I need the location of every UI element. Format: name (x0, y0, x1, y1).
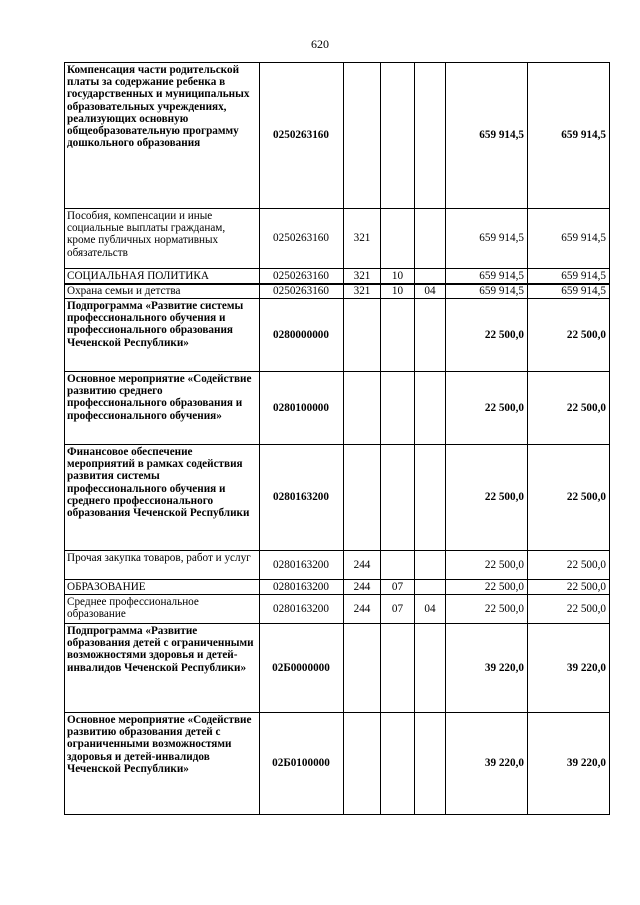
row-target-code-cell: 0280163200 (260, 445, 344, 551)
row-target-code-cell: 0280000000 (260, 299, 344, 372)
row-target-code-cell: 0250263160 (260, 269, 344, 284)
page-number: 620 (311, 37, 329, 51)
table-row (65, 624, 610, 713)
row-target-code-cell: 02Б0000000 (260, 624, 344, 713)
table-row (65, 595, 610, 624)
row-subsection-cell: 04 (415, 595, 446, 624)
row-amount-1-cell: 659 914,5 (446, 284, 528, 299)
table-row (65, 551, 610, 580)
row-section-cell (381, 209, 415, 269)
row-section-cell: 10 (381, 269, 415, 284)
row-amount-1-cell: 659 914,5 (446, 209, 528, 269)
row-section-cell: 07 (381, 595, 415, 624)
row-amount-1-cell: 39 220,0 (446, 624, 528, 713)
row-section-cell (381, 551, 415, 580)
row-expense-type-cell: 321 (344, 284, 381, 299)
row-expense-type-cell (344, 63, 381, 209)
row-expense-type-cell (344, 299, 381, 372)
row-subsection-cell (415, 372, 446, 445)
row-name-cell: Компенсация части родительской платы за содержание ребенка в государственных и муниципальных образовательных учреждениях, реализующих основную общеобразовательную программу дошкольного образования (65, 63, 260, 209)
table-row (65, 299, 610, 372)
row-amount-2-cell: 22 500,0 (528, 372, 610, 445)
row-name-cell: Пособия, компенсации и иные социальные выплаты гражданам, кроме публичных нормативных обязательств (65, 209, 260, 269)
row-amount-2-cell: 22 500,0 (528, 551, 610, 580)
row-target-code-cell: 0250263160 (260, 284, 344, 299)
row-expense-type-cell: 244 (344, 595, 381, 624)
row-expense-type-cell (344, 624, 381, 713)
row-name-cell: Подпрограмма «Развитие системы профессионального обучения и профессионального образования Чеченской Республики» (65, 299, 260, 372)
row-amount-1-cell: 22 500,0 (446, 372, 528, 445)
table-row (65, 269, 610, 284)
table-row (65, 372, 610, 445)
row-subsection-cell: 04 (415, 284, 446, 299)
row-expense-type-cell (344, 372, 381, 445)
row-amount-1-cell: 22 500,0 (446, 299, 528, 372)
row-amount-2-cell: 39 220,0 (528, 713, 610, 815)
row-section-cell (381, 445, 415, 551)
row-amount-2-cell: 659 914,5 (528, 269, 610, 284)
row-amount-2-cell: 659 914,5 (528, 209, 610, 269)
row-name-cell: Основное мероприятие «Содействие развитию среднего профессионального образования и профессионального обучения» (65, 372, 260, 445)
row-amount-2-cell: 22 500,0 (528, 580, 610, 595)
row-name-cell: СОЦИАЛЬНАЯ ПОЛИТИКА (65, 269, 260, 284)
row-subsection-cell (415, 269, 446, 284)
row-section-cell: 10 (381, 284, 415, 299)
row-name-cell: Охрана семьи и детства (65, 284, 260, 299)
row-target-code-cell: 0250263160 (260, 209, 344, 269)
row-name-cell: Основное мероприятие «Содействие развитию образования детей с ограниченными возможностями здоровья и детей-инвалидов Чеченской Республики» (65, 713, 260, 815)
row-expense-type-cell (344, 713, 381, 815)
row-amount-1-cell: 22 500,0 (446, 595, 528, 624)
budget-table (64, 62, 610, 815)
row-subsection-cell (415, 713, 446, 815)
row-name-cell: Прочая закупка товаров, работ и услуг (65, 551, 260, 580)
table-row (65, 445, 610, 551)
table-row (65, 63, 610, 209)
row-subsection-cell (415, 299, 446, 372)
row-amount-2-cell: 659 914,5 (528, 63, 610, 209)
table-row (65, 284, 610, 299)
row-section-cell (381, 299, 415, 372)
row-expense-type-cell: 244 (344, 551, 381, 580)
row-expense-type-cell: 321 (344, 269, 381, 284)
row-section-cell (381, 372, 415, 445)
row-subsection-cell (415, 209, 446, 269)
row-section-cell (381, 713, 415, 815)
table-row (65, 580, 610, 595)
table-row (65, 713, 610, 815)
row-amount-1-cell: 22 500,0 (446, 445, 528, 551)
row-name-cell: Финансовое обеспечение мероприятий в рамках содействия развития системы профессионального обучения и среднего профессионального образования Чеченской Республики (65, 445, 260, 551)
row-subsection-cell (415, 445, 446, 551)
row-amount-1-cell: 659 914,5 (446, 63, 528, 209)
table-body (65, 63, 610, 815)
row-target-code-cell: 02Б0100000 (260, 713, 344, 815)
row-subsection-cell (415, 580, 446, 595)
row-target-code-cell: 0280100000 (260, 372, 344, 445)
row-expense-type-cell (344, 445, 381, 551)
row-name-cell: Среднее профессиональное образование (65, 595, 260, 624)
row-name-cell: Подпрограмма «Развитие образования детей с ограниченными возможностями здоровья и детей-инвалидов Чеченской Республики» (65, 624, 260, 713)
row-amount-2-cell: 659 914,5 (528, 284, 610, 299)
row-subsection-cell (415, 624, 446, 713)
row-subsection-cell (415, 63, 446, 209)
row-amount-2-cell: 22 500,0 (528, 595, 610, 624)
row-section-cell: 07 (381, 580, 415, 595)
row-expense-type-cell: 321 (344, 209, 381, 269)
row-amount-2-cell: 22 500,0 (528, 299, 610, 372)
row-amount-1-cell: 39 220,0 (446, 713, 528, 815)
row-expense-type-cell: 244 (344, 580, 381, 595)
row-subsection-cell (415, 551, 446, 580)
table-row (65, 209, 610, 269)
row-section-cell (381, 63, 415, 209)
row-amount-2-cell: 39 220,0 (528, 624, 610, 713)
row-target-code-cell: 0280163200 (260, 580, 344, 595)
row-amount-1-cell: 22 500,0 (446, 580, 528, 595)
row-amount-1-cell: 659 914,5 (446, 269, 528, 284)
row-section-cell (381, 624, 415, 713)
row-target-code-cell: 0280163200 (260, 595, 344, 624)
row-amount-1-cell: 22 500,0 (446, 551, 528, 580)
row-amount-2-cell: 22 500,0 (528, 445, 610, 551)
row-target-code-cell: 0280163200 (260, 551, 344, 580)
row-target-code-cell: 0250263160 (260, 63, 344, 209)
row-name-cell: ОБРАЗОВАНИЕ (65, 580, 260, 595)
